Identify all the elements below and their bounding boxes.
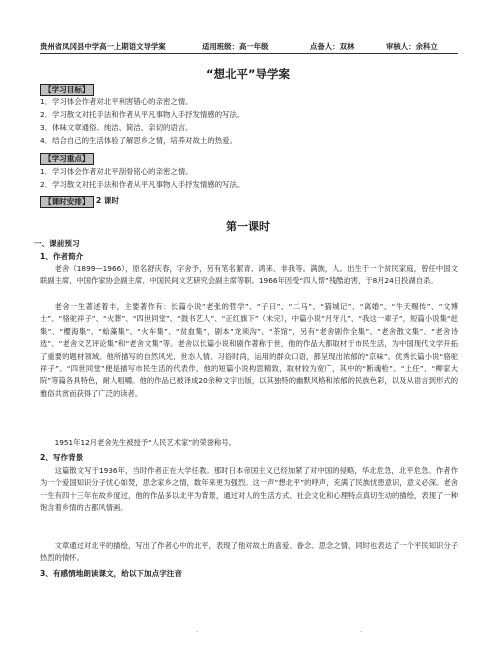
goal-item: 4．结合自己的生活体验了解思乡之情，培养对故土的热爱。 — [40, 136, 237, 145]
footer-mark: · — [196, 628, 199, 636]
schedule-value: 2 课时 — [96, 196, 120, 205]
goal-item: 3．体味文章通俗、纯洁、简洁、亲切的语言。 — [40, 123, 193, 132]
subheading-author: 1、作者简介 — [40, 252, 84, 261]
header-grade: 适用班级：高一年级 — [202, 42, 269, 51]
subheading-background: 2、写作背景 — [40, 453, 84, 462]
focus-item: 2．学习散文对托手法和作者从平凡事物入手抒发情感的写法。 — [40, 180, 245, 189]
page-title: “想北平”导学案 — [205, 67, 291, 81]
section-reading: 3、有感情地朗读课文，给以下加点字注音 — [40, 569, 182, 578]
footer-mark: · — [360, 628, 363, 636]
study-focus-label: 【学习重点】 — [40, 153, 94, 165]
works-paragraph: 老舍一生著述着丰，主要著作有：长篇小说“老张的哲学”、“子曰”、“二马”、“猫城记”、“离婚”、“牛天赐传”、“文博士”、“骆驼祥子”、“火葬”、“四世同堂”、“鼓书艺人”、“正红旗下”（未完），中篇小说“月牙儿”、“我这一辈子”，短篇小说集“赶集”、“樱海集”、“蛤藻集”、“火车集”、“贫血集”，剧本“龙须沟”、“茶馆”，另有“老舍剧作全集”、“老舍散文集”、“老舍诗选”、“老舍文艺评论集”和“老舍文集”等。老舍以长篇小说和剧作著称于世，他的作品大都取材于市民生活，为中国现代文学开拓了重要的题材领域。他所描写的自然风光、世态人情、习俗时尚，运用的群众口语，都呈现出浓郁的“京味”。优秀长篇小说“骆驼祥子”、“四世同堂”便是描写市民生活的代表作，他的短篇小说构思精致，取材较为宽广，其中的“断魂枪”、“上任”、“柳家大院”等篇各具特色，耐人咀嚼。他的作品已被译成20余种文字出版，以其独特的幽默风格和浓郁的民族色彩，以及从语言到形式的雅俗共赏而获得了广泛的读者。 — [40, 302, 458, 398]
author-intro-paragraph: 老舍（1899—1966），原名舒庆春，字舍予，另有笔名絜青、鸿来、非我等。满族，人。出生于一个贫民家庭，曾任中国文联副主席、中国作家协会副主席、中国民间文艺研究会副主席等职。1966年因受“四人帮”残酷迫害，于8月24日投湖自杀。 — [40, 264, 458, 286]
background-paragraph: 这篇散文写于1936年，当时作者正在大学任教。那时日本帝国主义已经加紧了对中国的侵略，华北危急，北平危急。作者作为一个爱国知识分子忧心如焚，思念家乡之情，数年来更为强烈。这一声“想北平”的呼声，充满了民族忧患意识，意义必深。老舍一生有四十三年在故乡度过，他的作品多以北平为背景，通过对人的生活方式、社会文化和心理特点真切生动的描绘，表现了一种饱含着乡情的古都风情画。 — [40, 466, 458, 513]
summary-paragraph: 文章通过对北平的描绘，写出了作者心中的北平，表现了他对故土的喜爱、眷念、思念之情，同时也表达了一个平民知识分子热烈的情怀。 — [40, 541, 458, 563]
focus-item: 1．学习体会作者对北平刮骨铭心的亲密之情。 — [40, 167, 193, 176]
goal-item: 1．学习体会作者对北平利害错心的亲密之情。 — [40, 97, 193, 106]
header-divider — [40, 53, 458, 54]
header-author: 点备人：双林 — [310, 42, 355, 51]
schedule-label: 【课时安排】 — [40, 196, 94, 208]
header-reviewer: 审核人：余科立 — [386, 42, 438, 51]
page-header — [40, 41, 458, 52]
goal-item: 2．学习散文对托手法和作者从平凡事物入手抒发情感的写法。 — [40, 110, 245, 119]
header-school: 贵州省凤冈县中学高一上期语文导学案 — [40, 42, 166, 51]
section-preview: 一、课前预习 — [34, 239, 80, 248]
lesson-title: 第一课时 — [226, 220, 270, 233]
study-goals-label: 【学习目标】 — [40, 84, 94, 96]
honor-paragraph: 1951年12月老舍先生被授予“人民艺术家”的荣誉称号。 — [54, 438, 236, 447]
